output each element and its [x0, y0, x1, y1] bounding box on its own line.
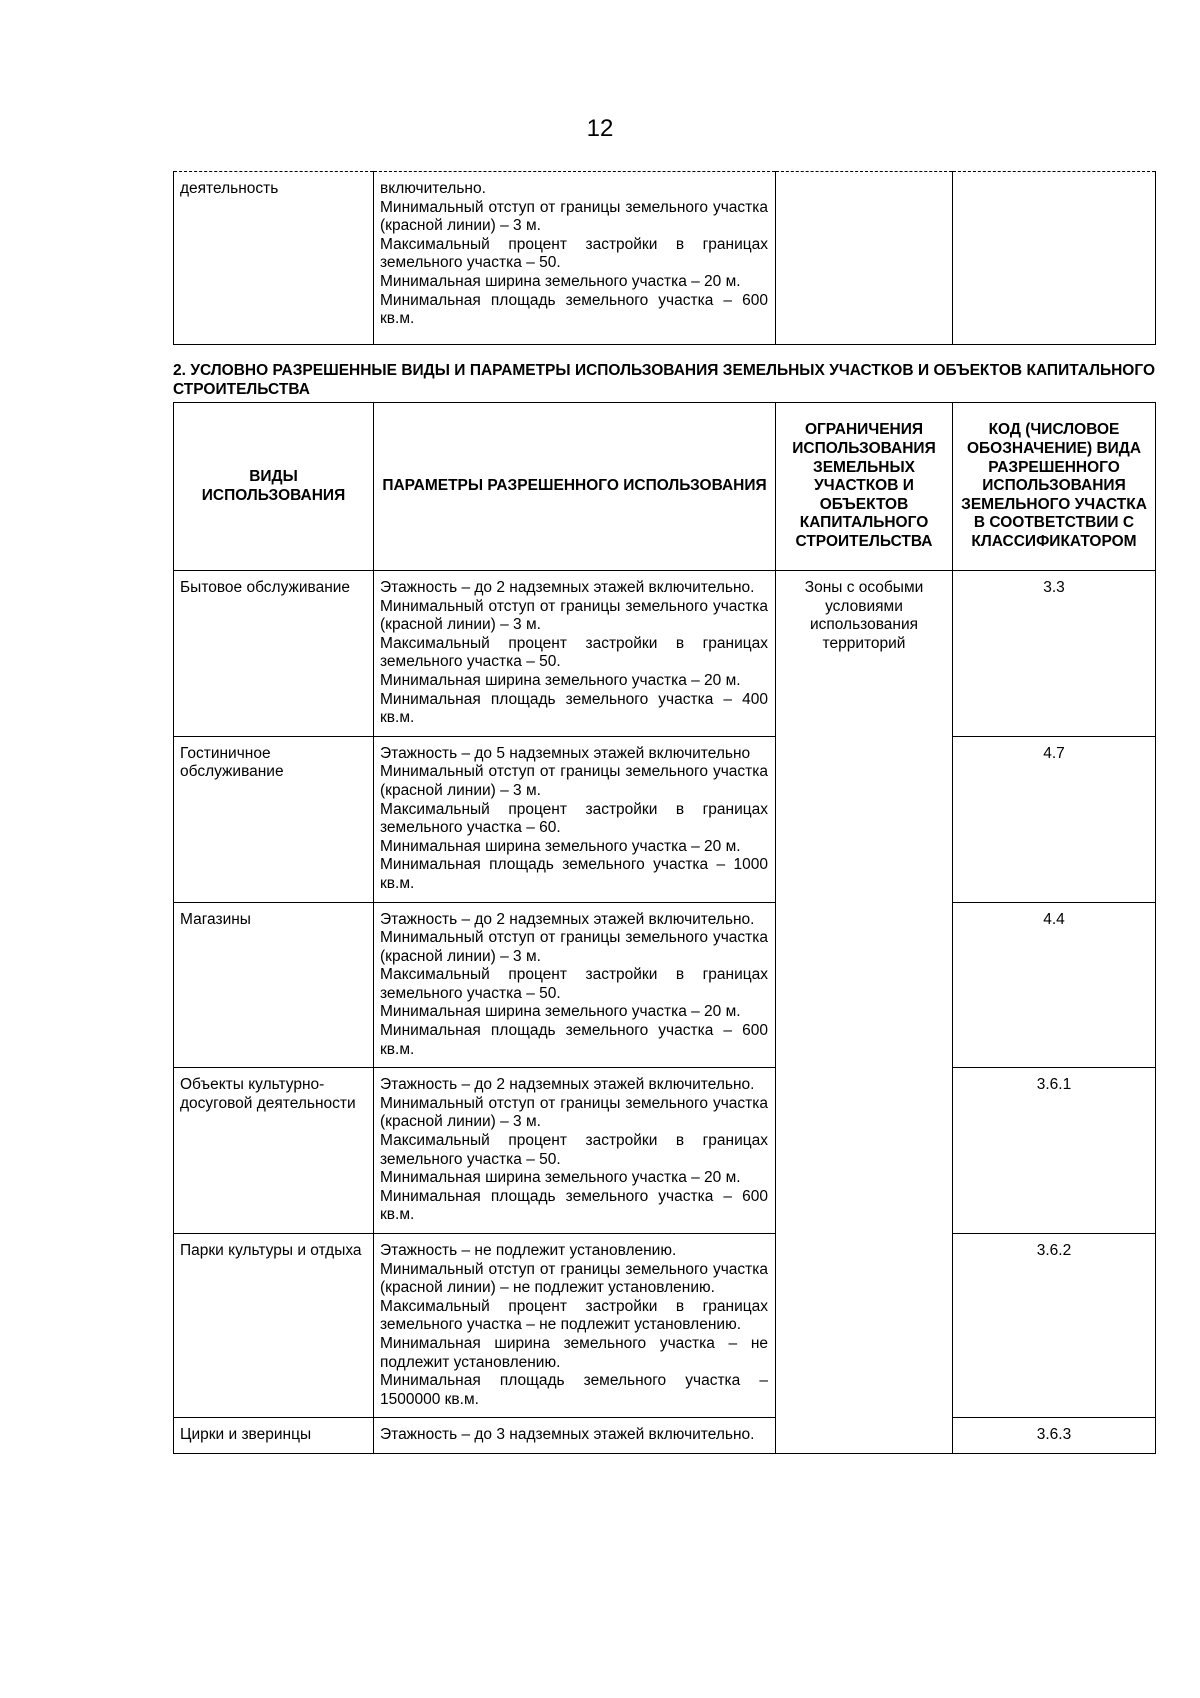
- param-line: Минимальная площадь земельного участка – 1500000 кв.м.: [380, 1372, 768, 1408]
- use-type-cell: Бытовое обслуживание: [174, 571, 374, 737]
- param-line: Минимальная площадь земельного участка – 600 кв.м.: [380, 1022, 768, 1058]
- param-line: Максимальный процент застройки в границах земельного участка – 50.: [380, 634, 768, 671]
- use-type-cell: Гостиничное обслуживание: [174, 736, 374, 902]
- param-line: Этажность – до 2 надземных этажей включительно.: [380, 579, 755, 596]
- use-type-cell: Объекты культурно-досуговой деятельности: [174, 1068, 374, 1234]
- table-row: [174, 172, 1156, 345]
- table-row: [174, 571, 1156, 737]
- params-cell: [374, 1418, 776, 1454]
- table-row: [174, 902, 1156, 1068]
- params-cell: [374, 1068, 776, 1234]
- code-cell: 3.3: [953, 571, 1156, 737]
- params-cell: [374, 172, 776, 345]
- table-row: [174, 736, 1156, 902]
- conditional-uses-table: [173, 402, 1156, 1454]
- param-line: Максимальный процент застройки в границах земельного участка – 50.: [380, 235, 768, 272]
- continuation-table: [173, 171, 1156, 345]
- code-cell: 4.7: [953, 736, 1156, 902]
- table-row: [174, 1068, 1156, 1234]
- params-cell: [374, 902, 776, 1068]
- use-type-cell: Парки культуры и отдыха: [174, 1234, 374, 1418]
- limits-cell: [776, 172, 953, 345]
- param-line: Минимальная площадь земельного участка – 600 кв.м.: [380, 1187, 768, 1224]
- param-line: Этажность – до 3 надземных этажей включительно.: [380, 1426, 755, 1444]
- param-line: Минимальная площадь земельного участка – 400 кв.м.: [380, 690, 768, 727]
- use-type-cell: деятельность: [174, 172, 374, 345]
- param-line: Минимальный отступ от границы земельного участка (красной линии) – 3 м.: [380, 597, 768, 634]
- param-line: Минимальный отступ от границы земельного участка (красной линии) – не подлежит установлению.: [380, 1260, 768, 1297]
- use-type-cell: Цирки и зверинцы: [174, 1418, 374, 1454]
- code-cell: 3.6.1: [953, 1068, 1156, 1234]
- param-line: Минимальный отступ от границы земельного участка (красной линии) – 3 м.: [380, 763, 768, 799]
- header-limits: ОГРАНИЧЕНИЯ ИСПОЛЬЗОВАНИЯ ЗЕМЕЛЬНЫХ УЧАСТКОВ И ОБЪЕКТОВ КАПИТАЛЬНОГО СТРОИТЕЛЬСТВА: [776, 403, 953, 571]
- param-line: включительно.: [380, 180, 486, 197]
- param-line: Этажность – до 2 надземных этажей включительно.: [380, 910, 755, 928]
- code-cell: 3.6.3: [953, 1418, 1156, 1454]
- param-line: Максимальный процент застройки в границах земельного участка – 50.: [380, 1132, 768, 1168]
- param-line: Максимальный процент застройки в границах земельного участка – 60.: [380, 800, 768, 837]
- param-line: Максимальный процент застройки в границах земельного участка – 50.: [380, 966, 768, 1002]
- code-cell: [953, 172, 1156, 345]
- param-line: Этажность – не подлежит установлению.: [380, 1242, 677, 1259]
- params-cell: [374, 736, 776, 902]
- code-cell: 4.4: [953, 902, 1156, 1068]
- table-row: [174, 1418, 1156, 1454]
- page-number: 12: [586, 115, 614, 142]
- param-line: Максимальный процент застройки в границах земельного участка – не подлежит установлению.: [380, 1297, 768, 1334]
- param-line: Минимальная площадь земельного участка – 1000 кв.м.: [380, 856, 768, 892]
- section-title: 2. УСЛОВНО РАЗРЕШЕННЫЕ ВИДЫ И ПАРАМЕТРЫ ИСПОЛЬЗОВАНИЯ ЗЕМЕЛЬНЫХ УЧАСТКОВ И ОБЪЕКТОВ КАПИТАЛЬНОГО СТРОИТЕЛЬСТВА: [173, 362, 1155, 398]
- code-cell: 3.6.2: [953, 1234, 1156, 1418]
- header-params: ПАРАМЕТРЫ РАЗРЕШЕННОГО ИСПОЛЬЗОВАНИЯ: [374, 403, 776, 571]
- param-line: Минимальная ширина земельного участка – 20 м.: [380, 1169, 741, 1187]
- table-row: [174, 1234, 1156, 1418]
- params-cell: [374, 1234, 776, 1418]
- param-line: Минимальная ширина земельного участка – 20 м.: [380, 837, 741, 855]
- param-line: Минимальный отступ от границы земельного участка (красной линии) – 3 м.: [380, 929, 768, 965]
- header-row: [174, 403, 1156, 571]
- header-code: КОД (ЧИСЛОВОЕ ОБОЗНАЧЕНИЕ) ВИДА РАЗРЕШЕННОГО ИСПОЛЬЗОВАНИЯ ЗЕМЕЛЬНОГО УЧАСТКА В СООТВЕТСТВИИ С КЛАССИФИКАТОРОМ: [953, 403, 1156, 571]
- param-line: Этажность – до 2 надземных этажей включительно.: [380, 1076, 755, 1094]
- header-type: ВИДЫ ИСПОЛЬЗОВАНИЯ: [174, 403, 374, 571]
- param-line: Минимальная ширина земельного участка – 20 м.: [380, 671, 741, 689]
- params-cell: [374, 571, 776, 737]
- limits-cell: Зоны с особыми условиями использования территорий: [776, 571, 953, 1454]
- param-line: Минимальная ширина земельного участка – не подлежит установлению.: [380, 1334, 768, 1371]
- param-line: Минимальная площадь земельного участка – 600 кв.м.: [380, 291, 768, 328]
- param-line: Минимальный отступ от границы земельного участка (красной линии) – 3 м.: [380, 198, 768, 235]
- param-line: Минимальная ширина земельного участка – 20 м.: [380, 1003, 741, 1021]
- param-line: Этажность – до 5 надземных этажей включительно: [380, 744, 751, 762]
- param-line: Минимальная ширина земельного участка – 20 м.: [380, 272, 741, 290]
- param-line: Минимальный отступ от границы земельного участка (красной линии) – 3 м.: [380, 1094, 768, 1131]
- use-type-cell: Магазины: [174, 902, 374, 1068]
